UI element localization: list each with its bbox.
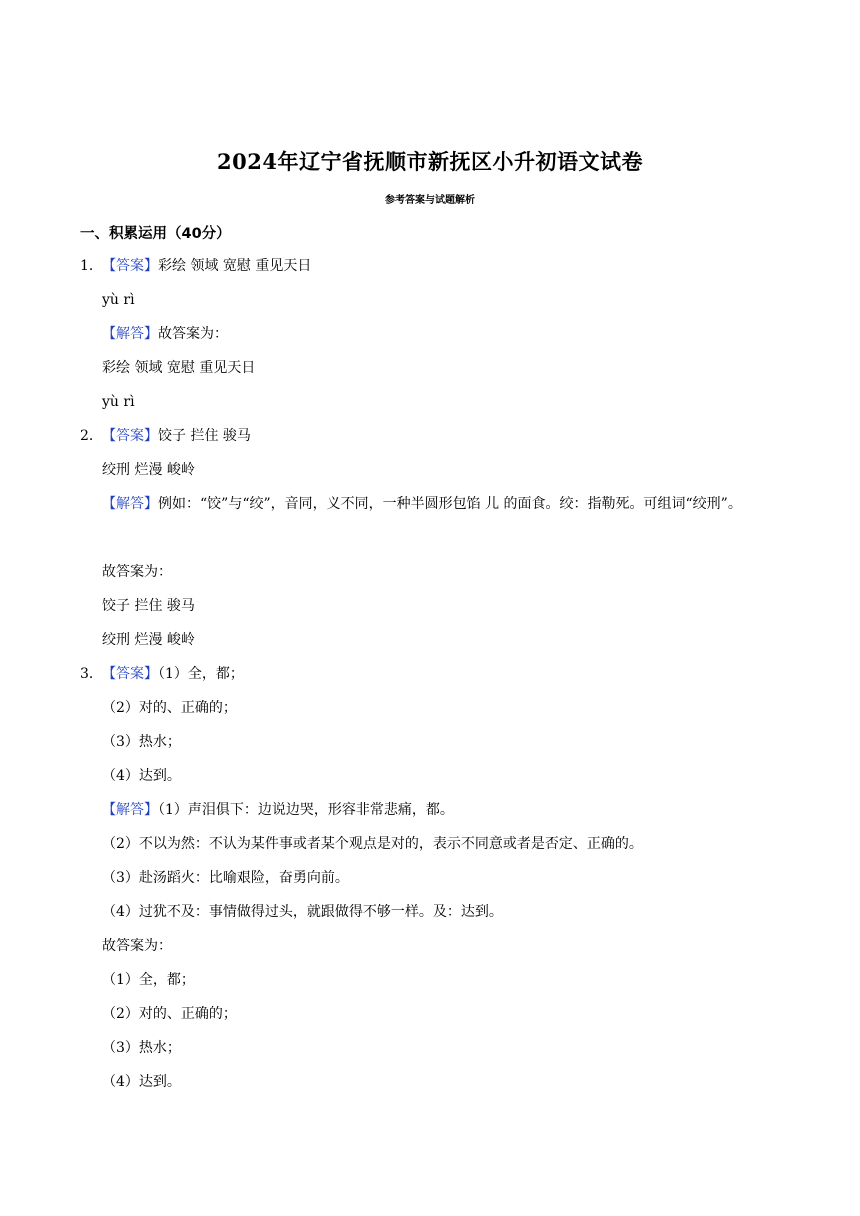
q3-answer-4: （4）达到。 bbox=[102, 768, 181, 784]
analysis-tag: 【解答】 bbox=[102, 326, 158, 342]
q2-answer-line2: 绞刑 烂漫 峻岭 bbox=[102, 462, 195, 478]
q3-answer-3: （3）热水； bbox=[102, 734, 181, 750]
q1-answer-pinyin: yù rì bbox=[102, 292, 135, 308]
q3-answer-2: （2）对的、正确的； bbox=[102, 700, 237, 716]
q3-number: 3． bbox=[80, 666, 103, 682]
q3-final-1: （1）全，都； bbox=[102, 972, 195, 988]
q3-final-2: （2）对的、正确的； bbox=[102, 1006, 237, 1022]
q2-analysis-text: 例如：“饺”与“绞”，音同，义不同，一种半圆形包馅 儿 的面食。绞：指勒死。可组词“绞刑”。 bbox=[158, 496, 742, 512]
q3-analysis-1 bbox=[102, 800, 454, 820]
q2-number: 2． bbox=[80, 428, 103, 444]
q2-answer bbox=[80, 426, 251, 446]
q1-number: 1． bbox=[80, 258, 103, 274]
answer-tag: 【答案】 bbox=[102, 666, 158, 682]
q2-answer-line1: 饺子 拦住 骏马 bbox=[158, 428, 251, 444]
q1-answer bbox=[80, 256, 311, 276]
page-subtitle: 参考答案与试题解析 bbox=[385, 195, 475, 206]
q3-final-3: （3）热水； bbox=[102, 1040, 181, 1056]
q2-analysis bbox=[102, 487, 782, 521]
q2-final-line1: 饺子 拦住 骏马 bbox=[102, 598, 195, 614]
q1-analysis-text: 故答案为： bbox=[158, 326, 228, 342]
answer-tag: 【答案】 bbox=[102, 258, 158, 274]
q3-analysis-4: （4）过犹不及：事情做得过头，就跟做得不够一样。及：达到。 bbox=[102, 904, 503, 920]
q2-conclusion: 故答案为： bbox=[102, 564, 172, 580]
q1-final-line1: 彩绘 领域 宽慰 重见天日 bbox=[102, 360, 256, 376]
q2-final-line2: 绞刑 烂漫 峻岭 bbox=[102, 632, 195, 648]
q1-analysis bbox=[102, 324, 228, 344]
q3-answer bbox=[80, 664, 244, 684]
page-title: 2024年辽宁省抚顺市新抚区小升初语文试卷 bbox=[217, 149, 643, 174]
q3-answer-1: （1）全，都； bbox=[158, 666, 244, 682]
q3-final-4: （4）达到。 bbox=[102, 1074, 181, 1090]
q3-conclusion: 故答案为： bbox=[102, 938, 172, 954]
analysis-tag: 【解答】 bbox=[102, 802, 158, 818]
q1-final-line2: yù rì bbox=[102, 394, 135, 410]
analysis-tag: 【解答】 bbox=[102, 496, 158, 512]
q1-answer-text: 彩绘 领域 宽慰 重见天日 bbox=[158, 258, 312, 274]
q3-analysis-3: （3）赴汤蹈火：比喻艰险，奋勇向前。 bbox=[102, 870, 349, 886]
answer-tag: 【答案】 bbox=[102, 428, 158, 444]
section-heading: 一、积累运用（40分） bbox=[80, 226, 231, 242]
q3-analysis-2: （2）不以为然：不认为某件事或者某个观点是对的，表示不同意或者是否定、正确的。 bbox=[102, 836, 643, 852]
q3-analysis-1-text: （1）声泪俱下：边说边哭，形容非常悲痛，都。 bbox=[158, 802, 454, 818]
